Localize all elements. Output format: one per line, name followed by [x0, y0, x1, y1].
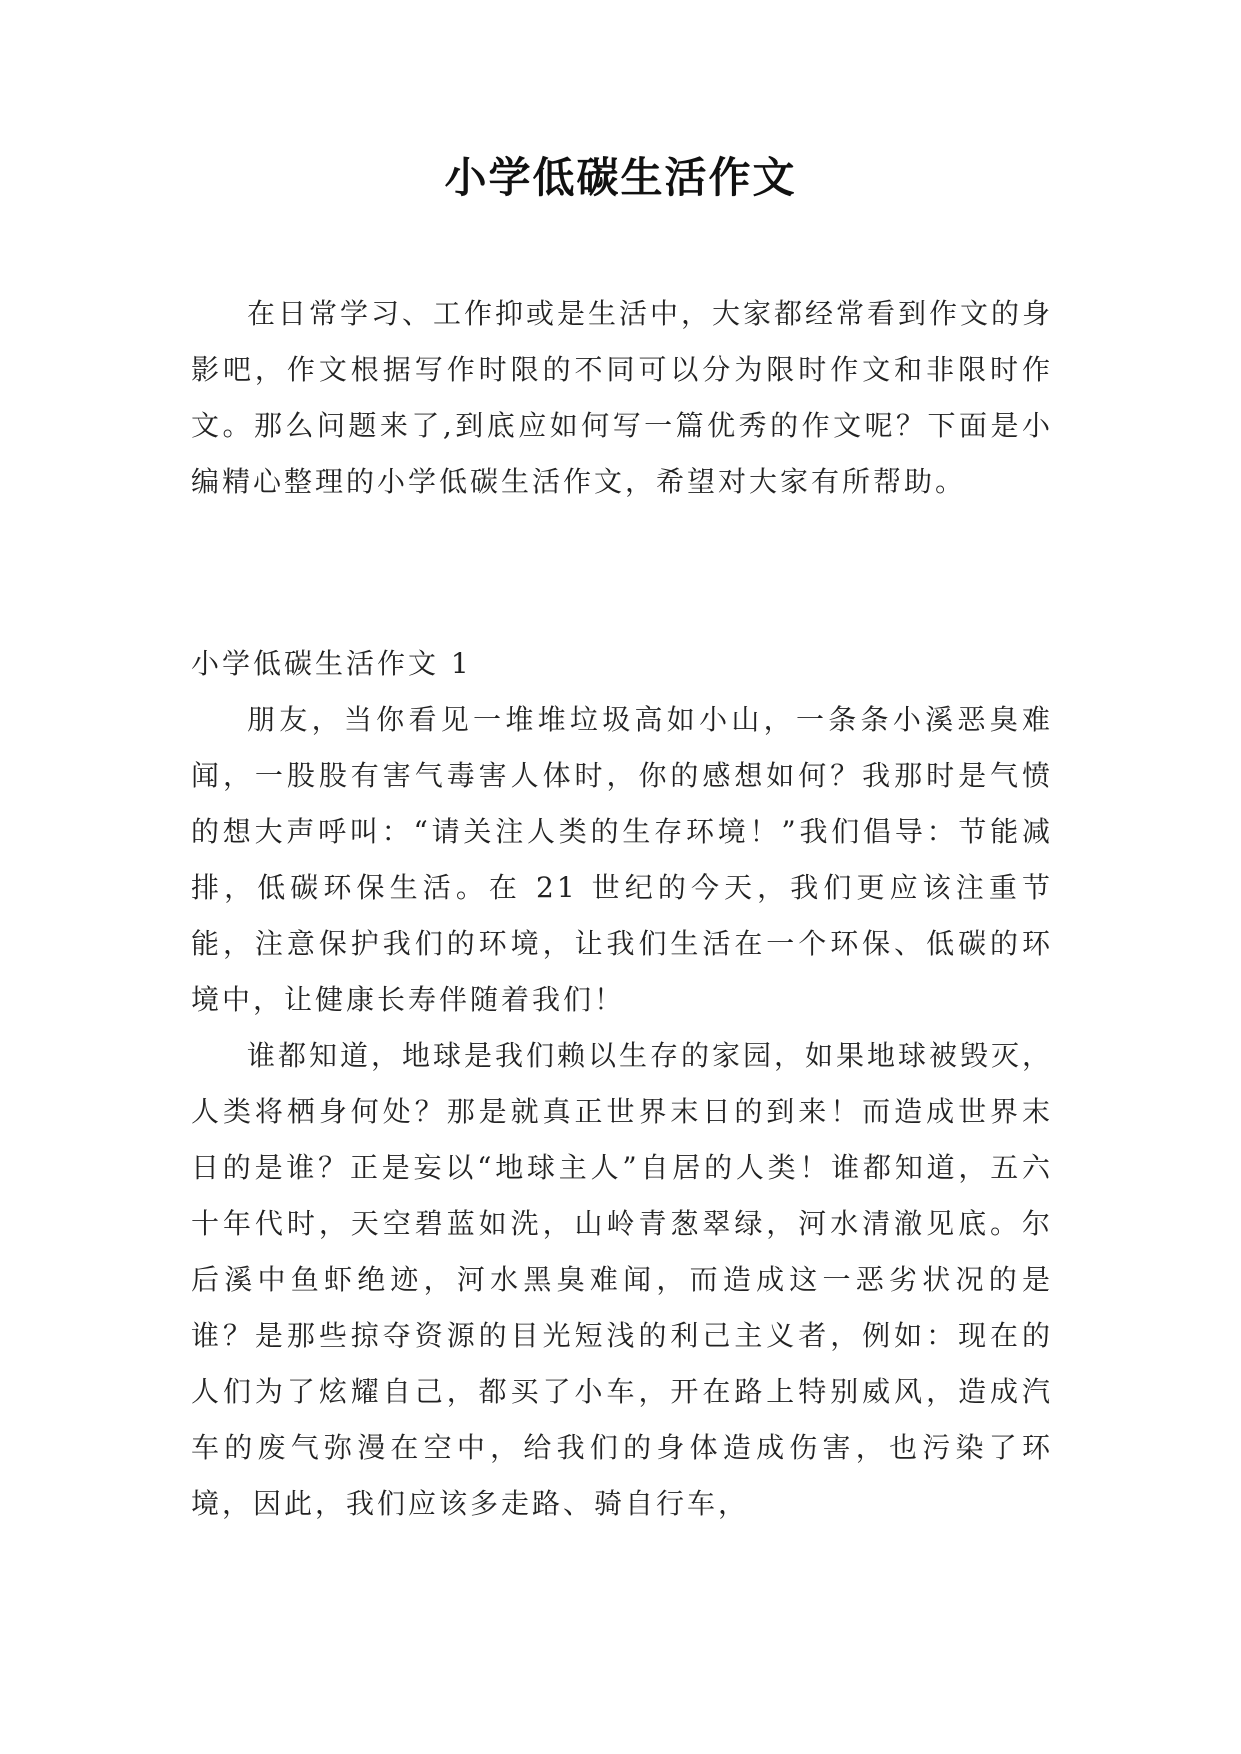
section-paragraph-1: 朋友，当你看见一堆堆垃圾高如小山，一条条小溪恶臭难闻，一股股有害气毒害人体时，你的感想如何？我那时是气愤的想大声呼叫：“请关注人类的生存环境！”我们倡导：节能减排，低碳环保生活。在 21 世纪的今天，我们更应该注重节能，注意保护我们的环境，让我们生活在一个环保、低碳的环境中，让健康长寿伴随着我们！	[191, 703, 1053, 1016]
intro-block	[191, 286, 1053, 510]
essay-section-1	[191, 636, 1053, 1532]
intro-paragraph: 在日常学习、工作抑或是生活中，大家都经常看到作文的身影吧，作文根据写作时限的不同可以分为限时作文和非限时作文。那么问题来了,到底应如何写一篇优秀的作文呢？下面是小编精心整理的小学低碳生活作文，希望对大家有所帮助。	[191, 297, 1054, 498]
section-paragraph-2: 谁都知道，地球是我们赖以生存的家园，如果地球被毁灭，人类将栖身何处？那是就真正世界末日的到来！而造成世界末日的是谁？正是妄以“地球主人”自居的人类！谁都知道，五六十年代时，天空碧蓝如洗，山岭青葱翠绿，河水清澈见底。尔后溪中鱼虾绝迹，河水黑臭难闻，而造成这一恶劣状况的是谁？是那些掠夺资源的目光短浅的利己主义者，例如：现在的人们为了炫耀自己，都买了小车，开在路上特别威风，造成汽车的废气弥漫在空中，给我们的身体造成伤害，也污染了环境，因此，我们应该多走路、骑自行车，	[191, 1039, 1054, 1520]
section-heading: 小学低碳生活作文 1	[191, 647, 472, 680]
document-title: 小学低碳生活作文	[444, 153, 797, 202]
